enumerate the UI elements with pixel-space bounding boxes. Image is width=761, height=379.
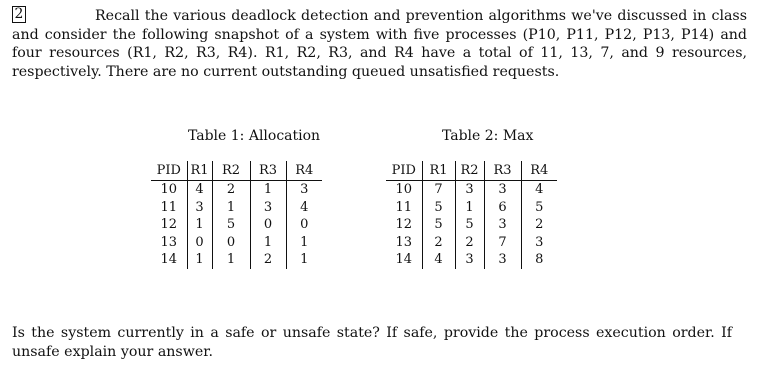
table-cell: 7	[484, 234, 521, 252]
table-cell: 11	[395, 199, 413, 215]
table-header-row	[386, 161, 557, 181]
table-cell: 2	[455, 234, 484, 252]
table-row	[151, 234, 322, 252]
table-row	[386, 216, 557, 234]
table-cell: 5	[212, 216, 250, 234]
column-header-r4: R4	[286, 161, 322, 181]
column-header-r3: R3	[250, 161, 286, 181]
table-row	[151, 216, 322, 234]
table-row	[386, 234, 557, 252]
table-cell: 4	[521, 181, 557, 199]
table-cell: 3	[484, 181, 521, 199]
table-cell: 13	[395, 234, 413, 250]
table-cell: 1	[455, 199, 484, 217]
table-cell: 6	[484, 199, 521, 217]
table-cell: 11	[160, 199, 178, 215]
column-header-pid: PID	[151, 161, 187, 181]
table-cell: 5	[422, 199, 455, 217]
table-cell: 0	[250, 216, 286, 234]
column-header-r1: R1	[187, 161, 212, 181]
table-cell: 2	[212, 181, 250, 199]
column-header-r4: R4	[521, 161, 557, 181]
table-cell: 0	[286, 216, 322, 234]
table-cell: 1	[250, 234, 286, 252]
column-header-pid: PID	[386, 161, 422, 181]
table-row	[386, 181, 557, 199]
table-header-row	[151, 161, 322, 181]
table-cell: 1	[250, 181, 286, 199]
table-cell: 3	[455, 181, 484, 199]
table-row	[386, 199, 557, 217]
table-cell: 3	[187, 199, 212, 217]
allocation-table-caption: Table 1: Allocation	[188, 128, 321, 144]
table-cell: 1	[212, 251, 250, 269]
table-cell: 3	[250, 199, 286, 217]
table-cell: 4	[286, 199, 322, 217]
column-header-r1: R1	[422, 161, 455, 181]
table-cell: 3	[521, 234, 557, 252]
table-cell: 1	[187, 216, 212, 234]
table-cell: 3	[455, 251, 484, 269]
max-table	[386, 161, 557, 269]
table-cell: 12	[160, 217, 178, 233]
table-cell: 5	[455, 216, 484, 234]
table-row	[151, 199, 322, 217]
table-cell: 3	[484, 216, 521, 234]
table-cell: 8	[521, 251, 557, 269]
table-cell: 14	[160, 252, 178, 268]
table-cell: 1	[187, 251, 212, 269]
table-cell: 13	[160, 234, 178, 250]
table-cell: 0	[212, 234, 250, 252]
table-cell: 1	[286, 234, 322, 252]
table-row	[386, 251, 557, 269]
problem-number-box: 2	[12, 6, 26, 23]
allocation-table	[151, 161, 322, 269]
table-row	[151, 181, 322, 199]
table-cell: 3	[286, 181, 322, 199]
table-cell: 1	[212, 199, 250, 217]
question-text: Is the system currently in a safe or unsafe state? If safe, provide the process execution order. If unsafe explain your answer.	[12, 325, 732, 360]
table-cell: 5	[521, 199, 557, 217]
table-cell: 10	[160, 182, 178, 198]
table-cell: 10	[395, 182, 413, 198]
max-table-caption: Table 2: Max	[442, 128, 534, 144]
column-header-r3: R3	[484, 161, 521, 181]
table-cell: 14	[395, 252, 413, 268]
column-header-r2: R2	[212, 161, 250, 181]
problem-intro-text: Recall the various deadlock detection and prevention algorithms we've discussed in class and consider the following snapshot of a system with five processes (P10, P11, P12, P13, P14) and four resources (R1, R2, R3, R4). R1, R2, R3, and R4 have a total of 11, 13, 7, and 9 resources, respectively. There are no current outstanding queued unsatisfied requests.	[12, 8, 747, 80]
table-cell: 7	[422, 181, 455, 199]
table-cell: 12	[395, 217, 413, 233]
table-cell: 1	[286, 251, 322, 269]
problem-intro-paragraph	[12, 7, 747, 81]
table-cell: 4	[187, 181, 212, 199]
table-cell: 2	[521, 216, 557, 234]
table-row	[151, 251, 322, 269]
table-cell: 5	[422, 216, 455, 234]
table-cell: 4	[422, 251, 455, 269]
table-cell: 0	[187, 234, 212, 252]
table-cell: 3	[484, 251, 521, 269]
table-cell: 2	[422, 234, 455, 252]
column-header-r2: R2	[455, 161, 484, 181]
table-cell: 2	[250, 251, 286, 269]
